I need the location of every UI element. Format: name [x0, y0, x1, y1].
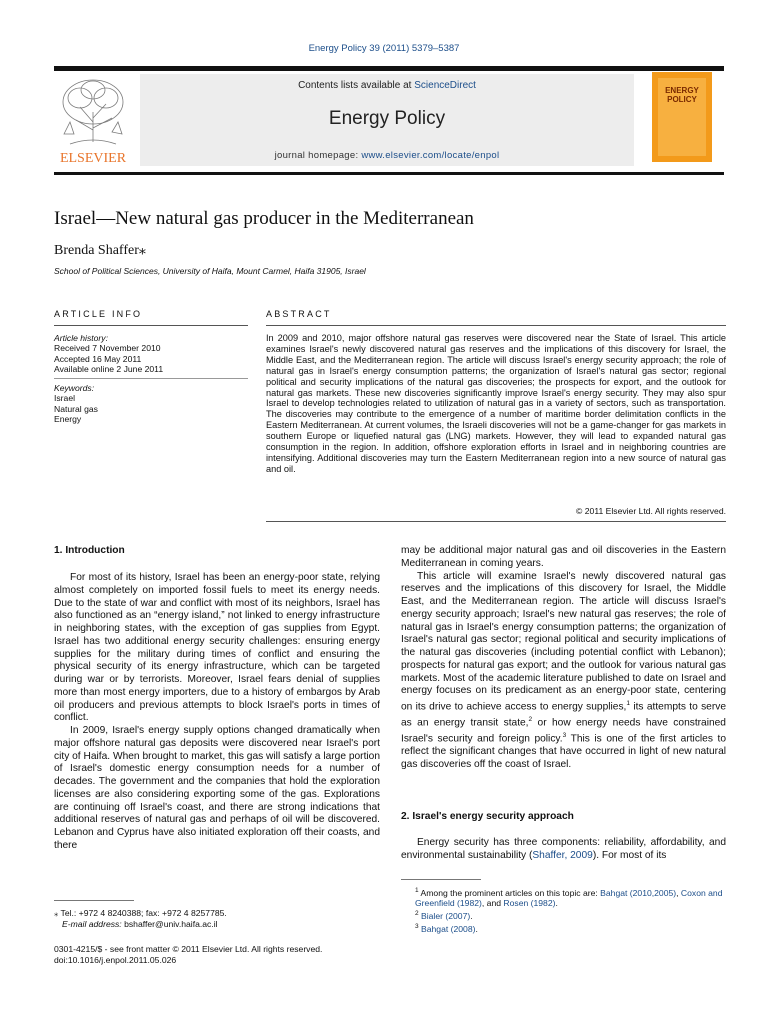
contents-prefix: Contents lists available at [298, 80, 415, 91]
citation-link[interactable]: Bahgat (2010,2005) [600, 887, 677, 898]
header-top-rule [54, 66, 724, 71]
author-text: Brenda Shaffer [54, 243, 139, 258]
footnote-ref[interactable]: 1 [626, 700, 631, 707]
article-history [54, 333, 248, 375]
article-title: Israel—New natural gas producer in the Mediterranean [54, 208, 474, 229]
footnotes [401, 886, 726, 934]
footnote-3: $^3$ Bahgat (2008). [415, 922, 478, 934]
author-mark[interactable]: ⁎ [138, 243, 146, 258]
contents-line [140, 80, 634, 91]
paragraph: Energy security has three components: reliability, affordability, and environmental sustainability (Shaffer, 2009). For most of its [401, 837, 726, 861]
footnote-1: $^1$ Among the prominent articles on this topic are: Bahgat (2010,2005), Coxon and Greenfield (1982), and Rosen (1982). [415, 887, 723, 909]
citation-link[interactable]: Shaffer, 2009 [532, 849, 593, 861]
abstract-rule [266, 325, 726, 326]
abstract-copyright: © 2011 Elsevier Ltd. All rights reserved. [576, 506, 726, 516]
keyword-item: Energy [54, 414, 82, 425]
footnote-ref[interactable]: 3 [562, 732, 567, 740]
history-label: Article history: [54, 333, 108, 343]
paragraph: This article will examine Israel's newly discovered natural gas reserves and the implications of this discovery for Israel, the Middle East, and the Mediterranean region. The article will discuss Israel's energy security approach; Israel's new natural gas reserves; the role of natural gas in Israel's energy consumption patterns; the organization of Israel's natural gas sector; regional political and security implications of the natural gas discoveries (including potential conflict with Lebanon); prospects for natural gas export; and the outlook for various natural gas markets. Most of the academic literature published to date on Israel and energy focuses on its predicament as an energy-poor state, centering on its drive to achieve access to energy supplies,$^1$ its attempts to serve as an energy transit state,$^2$ or how energy needs have constrained Israel's security and foreign policy.$^3$ This is one of the first articles to reflect the significant changes that have occurred in light of new natural gas discoveries off the coast of Israel. [401, 570, 726, 771]
journal-homepage [140, 150, 634, 161]
journal-title: Energy Policy [328, 108, 446, 129]
article-info-rule [54, 325, 248, 326]
section-2-heading: 2. Israel's energy security approach [401, 811, 574, 822]
article-info-heading: ARTICLE INFO [54, 309, 143, 319]
journal-reference[interactable]: Energy Policy 39 (2011) 5379–5387 [308, 43, 460, 54]
header-bottom-rule [54, 172, 724, 175]
homepage-link[interactable]: www.elsevier.com/locate/enpol [361, 150, 500, 161]
footnote-ref[interactable]: 2 [528, 716, 533, 724]
front-matter [54, 944, 380, 965]
left-column-body [54, 572, 380, 853]
section-1-heading: 1. Introduction [54, 545, 125, 556]
author-contact: ⁎ Tel.: +972 4 8240388; fax: +972 4 8257785. [54, 908, 227, 918]
abstract-bottom-rule [266, 521, 726, 522]
online-date: Available online 2 June 2011 [54, 364, 164, 375]
cover-title-line2: POLICY [667, 95, 697, 104]
keyword-item: Israel [54, 393, 76, 404]
abstract-heading: ABSTRACT [266, 309, 332, 319]
sciencedirect-link[interactable]: ScienceDirect [414, 80, 476, 91]
footnote-2: $^2$ Bialer (2007). [415, 910, 473, 921]
citation-link[interactable]: Bahgat (2008) [421, 923, 476, 934]
citation-link[interactable]: Rosen (1982) [503, 898, 556, 909]
paragraph: In 2009, Israel's energy supply options changed dramatically when major offshore natural gas deposits were discovered near Israel's port city of Haifa. When brought to market, this gas will satisfy a large portion of Israel's domestic energy consumption needs for a number of decades. The government and the companies that hold the exploration licenses are also considering exporting some of the gas. Explorations are continuing off Israel's coast, and there are strong indications that additional reserves of natural gas and perhaps of oil will be discovered. Lebanon and Cyprus have also initiated exploration off their coasts, and there [54, 725, 380, 851]
footnote-rule [54, 900, 134, 901]
citation-link[interactable]: Bialer (2007) [421, 910, 471, 921]
footnote-rule [401, 879, 481, 880]
email-label: E-mail address: [62, 918, 122, 929]
author-affiliation: School of Political Sciences, University of Haifa, Mount Carmel, Haifa 31905, Israel [54, 266, 366, 276]
author-email-line [54, 919, 380, 930]
article-info-divider [54, 378, 248, 379]
citation-link[interactable]: Coxon and Greenfield (1982) [415, 887, 723, 909]
journal-cover-thumbnail [652, 72, 712, 162]
doi-line[interactable]: doi:10.1016/j.enpol.2011.05.026 [54, 954, 177, 965]
paragraph: For most of its history, Israel has been an energy-poor state, relying almost completely on imported fossil fuels to meet its energy needs. Due to the state of war and conflict with most of its neighbors, Israel has also functioned as an “energy island,” not linked to energy infrastructure in neighboring states, with the exception of gas supplies from Egypt. Israel has two additional energy security challenges: ensuring energy supplies for the military during times of conflict and ensuring the physical security of its energy infrastructure, which can be targeted during war or by terrorists. Moreover, Israel fears denial of supplies more than most energy importers, due to a history of embargos by Arab oil producers and previous attempts to block Israel's ports in times of conflict. [54, 572, 380, 724]
author-name [54, 242, 146, 259]
received-date: Received 7 November 2010 [54, 343, 161, 354]
right-column-body [401, 545, 726, 772]
section-2-body [401, 837, 726, 863]
author-footnote [54, 908, 380, 929]
keywords-label: Keywords: [54, 383, 95, 393]
issn-line: 0301-4215/$ - see front matter © 2011 Elsevier Ltd. All rights reserved. [54, 944, 323, 954]
keywords-block [54, 383, 248, 425]
author-email[interactable]: bshaffer@univ.haifa.ac.il [121, 918, 218, 929]
accepted-date: Accepted 16 May 2011 [54, 353, 142, 364]
paragraph-continuation: may be additional major natural gas and oil discoveries in the Eastern Mediterranean in coming years. [401, 545, 726, 569]
cover-title-line1: ENERGY [665, 86, 699, 95]
elsevier-logo [50, 72, 136, 168]
keyword-item: Natural gas [54, 403, 98, 414]
abstract-text: In 2009 and 2010, major offshore natural gas reserves were discovered near the State of Israel. This article examines Israel's newly discovered natural gas reserves and the implications of this discovery for Israel, the Middle East, and the Mediterranean region. The article will discuss Israel's energy security approach; the role of natural gas in Israel's energy consumption patterns; the organization of Israel's natural gas sector; regional political and security implications of the natural gas discoveries; the prospects for export, and the outlook for natural gas markets. These new discoveries significantly improve Israel's energy security. They may also spur Israel to develop technologies related to utilization of natural gas in a variety of sectors, such as transportation. The discoveries may contribute to the emergence of a number of maritime border delimitation conflicts in the Eastern Mediterranean. At current volumes, the Israeli discoveries will not be a game-changer for gas markets in southern Europe or liquefied natural gas (LNG) markets. However, they will lead to expanded natural gas consumption in the region. In addition, offshore exploration efforts in Israel and in neighboring countries are intensifying. Additional discoveries may turn the Eastern Mediterranean region into a new source of natural gas and oil. [266, 333, 726, 474]
homepage-prefix: journal homepage: [274, 150, 362, 161]
elsevier-wordmark: ELSEVIER [59, 151, 127, 166]
